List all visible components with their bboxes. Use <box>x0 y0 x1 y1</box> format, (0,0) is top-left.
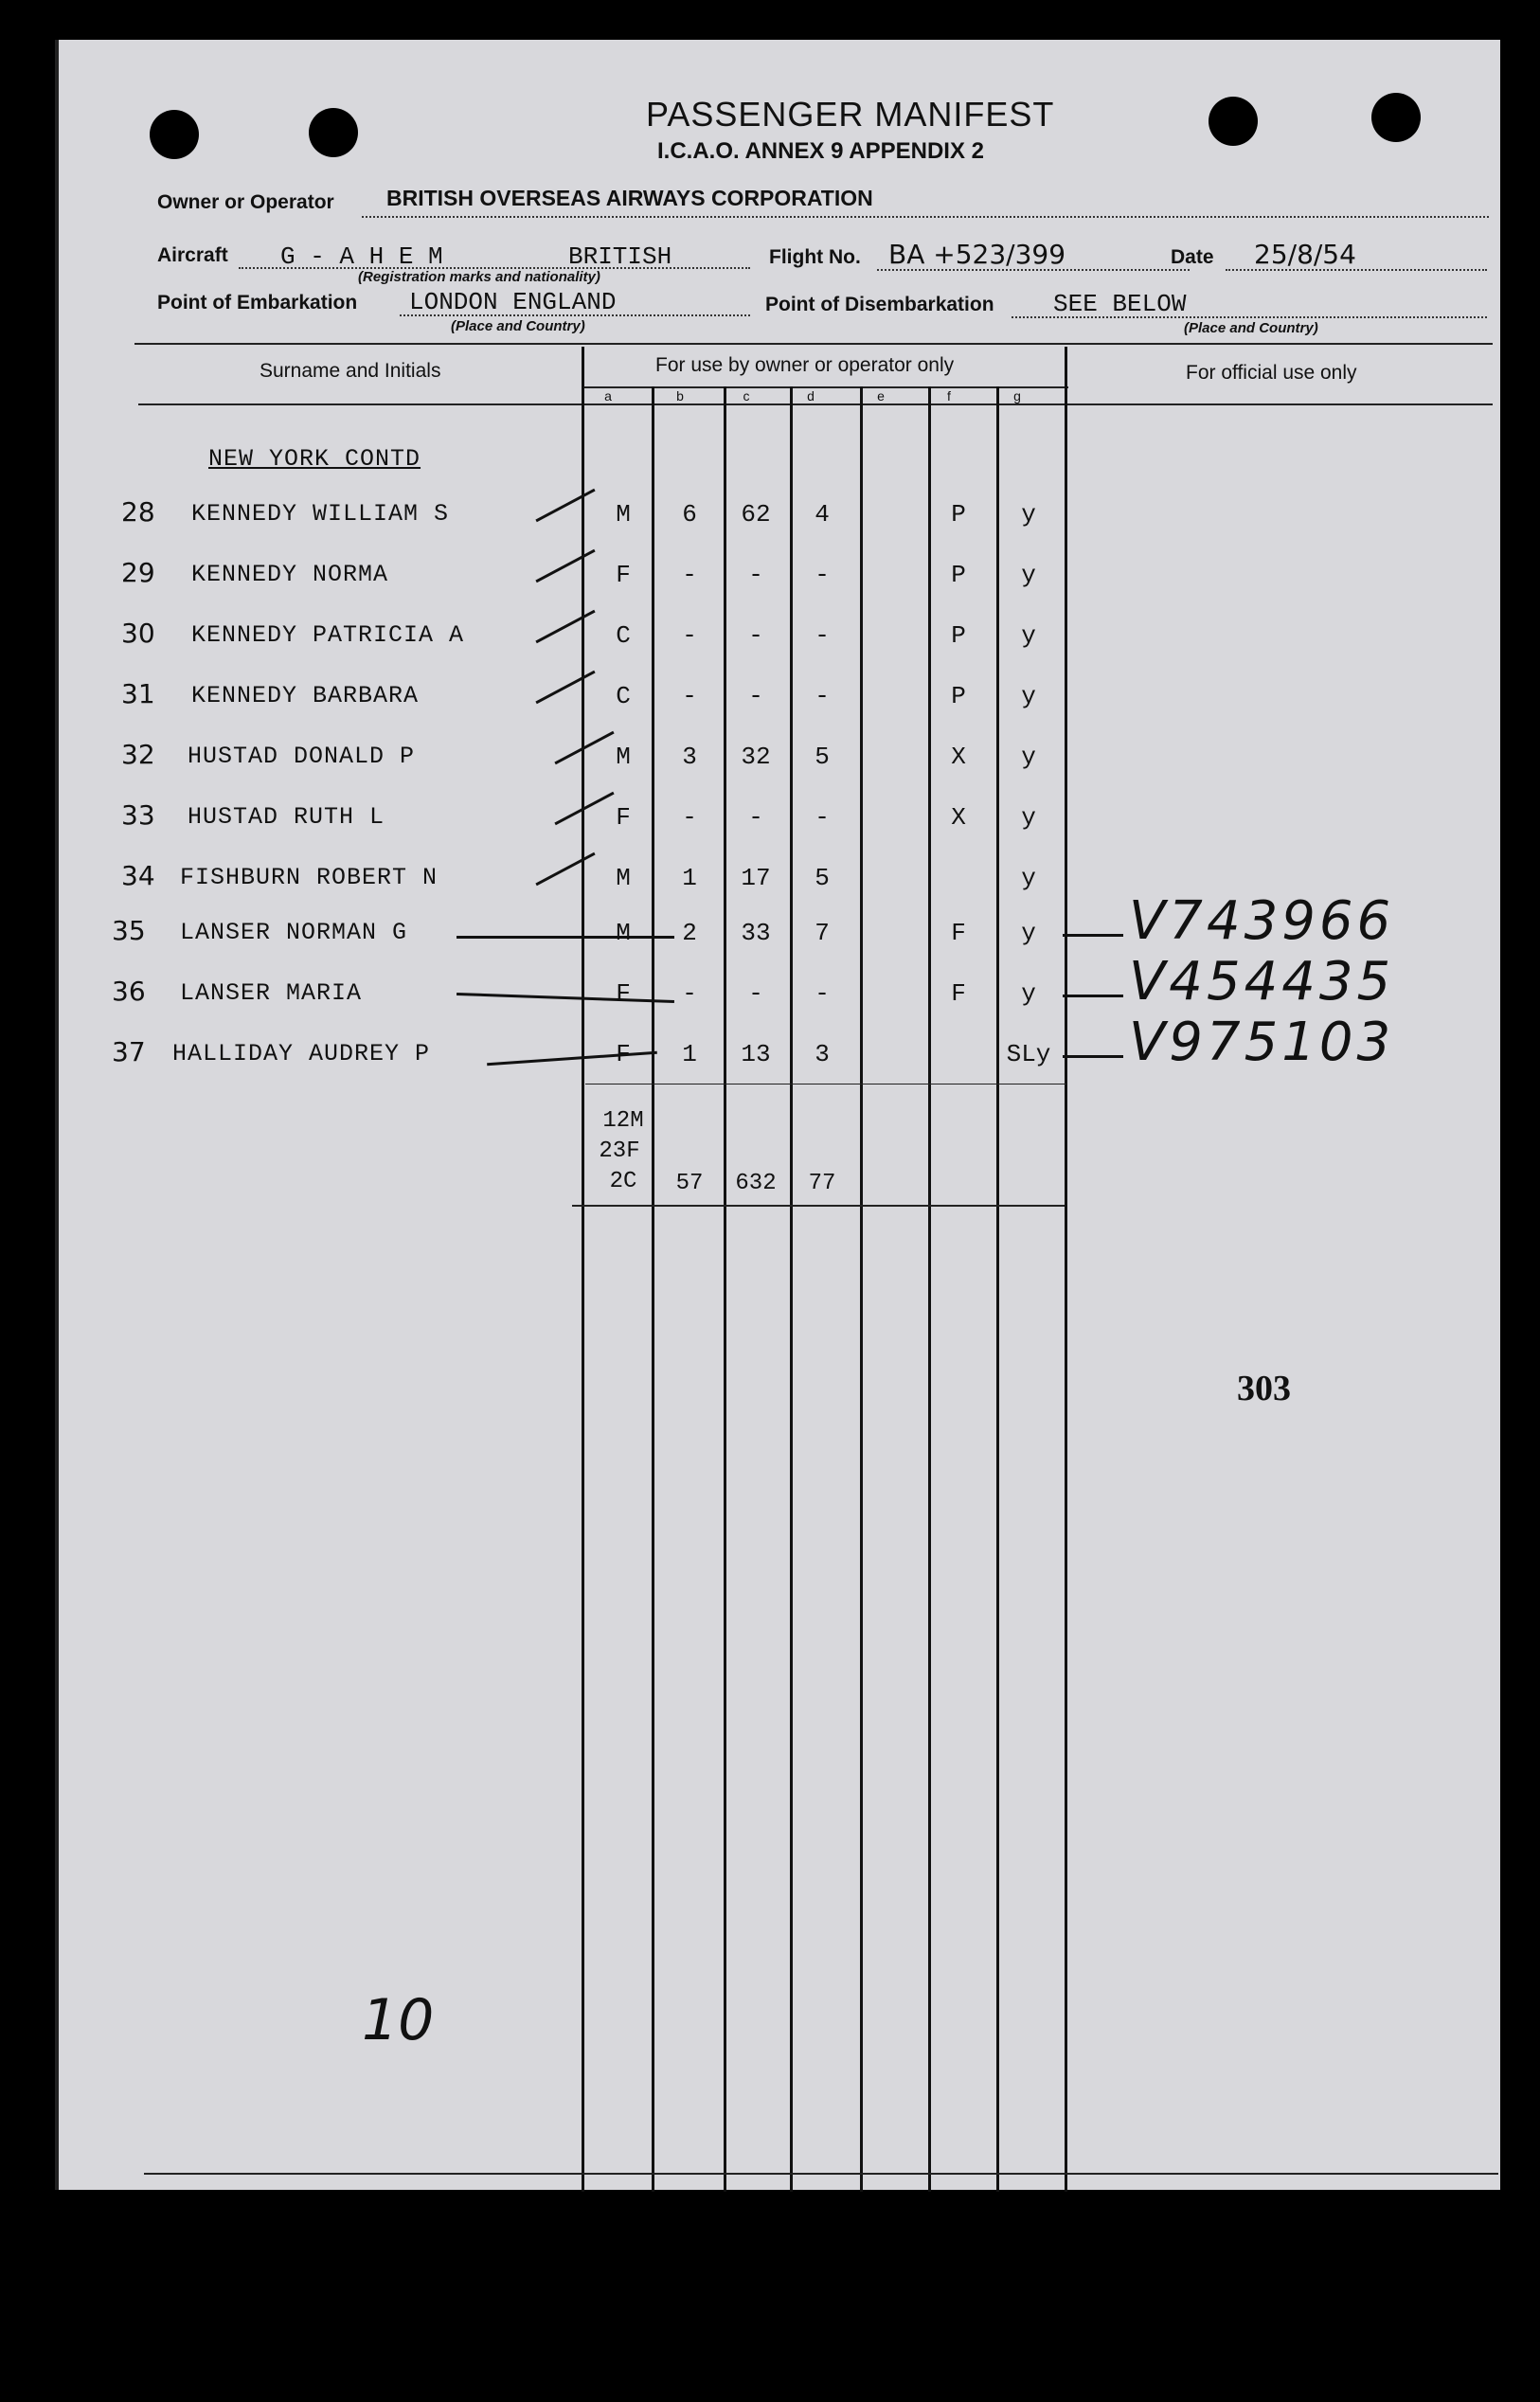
col-divider <box>724 386 726 2192</box>
col-divider <box>582 347 584 2192</box>
cell-g: y <box>1021 621 1036 650</box>
row-number: 34 <box>121 860 155 891</box>
cell-a: F <box>616 803 631 832</box>
manifest-sheet <box>55 40 1500 2190</box>
cell-b: - <box>682 803 697 832</box>
section-heading: NEW YORK CONTD <box>208 445 421 473</box>
cell-g: y <box>1021 864 1036 892</box>
check-mark <box>535 489 595 523</box>
punch-hole <box>309 108 358 157</box>
cell-b: 3 <box>682 743 697 771</box>
page-title: PASSENGER MANIFEST <box>646 95 1055 134</box>
passenger-name: FISHBURN ROBERT N <box>180 864 439 891</box>
cell-f: X <box>951 743 966 771</box>
cell-g: y <box>1021 803 1036 832</box>
row-number: 30 <box>121 618 155 649</box>
official-number: V454435 <box>1129 951 1395 1013</box>
aircraft-nationality: BRITISH <box>568 242 672 271</box>
cell-f: F <box>951 979 966 1008</box>
col-divider <box>790 386 793 2192</box>
col-divider <box>652 386 654 2192</box>
owner-dotted-line <box>362 216 1489 218</box>
cell-b: - <box>682 561 697 589</box>
cell-b: - <box>682 682 697 710</box>
passenger-name: KENNEDY BARBARA <box>191 682 420 709</box>
aircraft-label: Aircraft <box>157 244 228 266</box>
cell-f: P <box>951 682 966 710</box>
date-value: 25/8/54 <box>1254 239 1356 270</box>
embarkation-label: Point of Embarkation <box>157 292 358 314</box>
disembarkation-value: SEE BELOW <box>1053 290 1187 318</box>
table-top-rule <box>134 343 1493 345</box>
row-number: 31 <box>121 678 155 709</box>
embarkation-note: (Place and Country) <box>451 318 585 334</box>
col-divider <box>928 386 931 2192</box>
cell-a: F <box>616 1040 631 1068</box>
col-surname-header: Surname and Initials <box>260 360 441 382</box>
passenger-name: KENNEDY PATRICIA A <box>191 621 465 649</box>
cell-g: y <box>1021 979 1036 1008</box>
cell-d: 5 <box>815 743 830 771</box>
flight-number: BA +523/399 <box>888 239 1066 270</box>
cell-c: - <box>748 682 763 710</box>
check-mark <box>535 549 595 583</box>
page-subtitle: I.C.A.O. ANNEX 9 APPENDIX 2 <box>657 138 984 164</box>
passenger-name: LANSER MARIA <box>180 979 363 1007</box>
row-number: 28 <box>121 496 155 528</box>
cell-g: y <box>1021 682 1036 710</box>
col-divider <box>996 386 999 2192</box>
cell-b: 6 <box>682 500 697 529</box>
cell-c: - <box>748 561 763 589</box>
stamp-number: 303 <box>1237 1369 1291 1408</box>
cell-c: 17 <box>741 864 771 892</box>
cell-d: 5 <box>815 864 830 892</box>
cell-d: 7 <box>815 919 830 947</box>
passenger-name: HUSTAD RUTH L <box>188 803 385 831</box>
official-number: V975103 <box>1129 1012 1395 1073</box>
subcol-f: f <box>947 388 951 403</box>
total-d: 77 <box>808 1171 836 1196</box>
row-number: 36 <box>112 976 146 1007</box>
row-number: 35 <box>112 915 146 946</box>
official-connector-line <box>1063 934 1123 937</box>
cell-g: SLy <box>1006 1040 1051 1068</box>
punch-hole <box>150 110 199 159</box>
cell-c: 33 <box>741 919 771 947</box>
cell-f: P <box>951 561 966 589</box>
cell-d: - <box>815 682 830 710</box>
disembarkation-label: Point of Disembarkation <box>765 294 994 315</box>
table-header-rule <box>138 403 1493 405</box>
owner-value: BRITISH OVERSEAS AIRWAYS CORPORATION <box>386 186 873 210</box>
cell-c: - <box>748 621 763 650</box>
passenger-name: KENNEDY NORMA <box>191 561 389 588</box>
passenger-name: HUSTAD DONALD P <box>188 743 416 770</box>
cell-c: 32 <box>741 743 771 771</box>
col-official-header: For official use only <box>1186 362 1357 384</box>
official-connector-line <box>1063 1055 1123 1058</box>
cell-g: y <box>1021 919 1036 947</box>
total-male: 12M <box>602 1108 644 1134</box>
check-mark <box>535 852 595 887</box>
col-divider <box>860 386 863 2192</box>
official-connector-line <box>1063 995 1123 997</box>
cell-d: - <box>815 621 830 650</box>
totals-bottom-rule <box>572 1205 1065 1207</box>
punch-hole <box>1209 97 1258 146</box>
cell-d: - <box>815 803 830 832</box>
total-female: 23F <box>599 1138 640 1164</box>
cell-a: F <box>616 979 631 1008</box>
cell-a: M <box>616 743 631 771</box>
row-number: 32 <box>121 739 155 770</box>
flight-label: Flight No. <box>769 246 861 268</box>
subcol-d: d <box>807 388 815 403</box>
cell-c: - <box>748 979 763 1008</box>
cell-c: 62 <box>741 500 771 529</box>
subcol-c: c <box>743 388 750 403</box>
cell-a: F <box>616 561 631 589</box>
cell-c: - <box>748 803 763 832</box>
cell-d: - <box>815 979 830 1008</box>
row-number: 33 <box>121 799 155 831</box>
cell-a: C <box>616 682 631 710</box>
subcol-e: e <box>877 388 885 403</box>
cell-g: y <box>1021 743 1036 771</box>
cell-b: 1 <box>682 1040 697 1068</box>
date-label: Date <box>1171 246 1214 268</box>
cell-d: 3 <box>815 1040 830 1068</box>
cell-c: 13 <box>741 1040 771 1068</box>
cell-f: F <box>951 919 966 947</box>
cell-f: P <box>951 500 966 529</box>
owner-label: Owner or Operator <box>157 191 334 213</box>
total-b: 57 <box>675 1171 704 1196</box>
punch-hole <box>1371 93 1421 142</box>
total-c: 632 <box>735 1171 777 1196</box>
cell-a: M <box>616 500 631 529</box>
cell-d: 4 <box>815 500 830 529</box>
col-divider <box>1065 347 1067 2192</box>
cell-g: y <box>1021 500 1036 529</box>
subcol-a: a <box>604 388 612 403</box>
row-number: 29 <box>121 557 155 588</box>
page-mark: 10 <box>362 1987 435 2053</box>
cell-f: P <box>951 621 966 650</box>
check-mark <box>535 671 595 705</box>
cell-a: M <box>616 919 631 947</box>
cell-b: 2 <box>682 919 697 947</box>
subcol-g: g <box>1013 388 1021 403</box>
passenger-name: LANSER NORMAN G <box>180 919 408 946</box>
aircraft-registration: G - A H E M <box>280 242 443 271</box>
passenger-name: KENNEDY WILLIAM S <box>191 500 450 528</box>
embarkation-value: LONDON ENGLAND <box>409 288 617 316</box>
cell-b: 1 <box>682 864 697 892</box>
total-child: 2C <box>609 1169 637 1194</box>
cell-f: X <box>951 803 966 832</box>
col-owner-header: For use by owner or operator only <box>655 354 955 376</box>
aircraft-note: (Registration marks and nationality) <box>358 269 600 285</box>
row-number: 37 <box>112 1036 146 1067</box>
cell-a: M <box>616 864 631 892</box>
cell-g: y <box>1021 561 1036 589</box>
check-mark <box>535 610 595 644</box>
official-number: V743966 <box>1129 890 1395 952</box>
cell-b: - <box>682 621 697 650</box>
subcol-b: b <box>676 388 684 403</box>
cell-b: - <box>682 979 697 1008</box>
cell-d: - <box>815 561 830 589</box>
cell-a: C <box>616 621 631 650</box>
footer-rule <box>144 2173 1498 2175</box>
disembarkation-note: (Place and Country) <box>1184 320 1318 336</box>
passenger-name: HALLIDAY AUDREY P <box>172 1040 431 1067</box>
